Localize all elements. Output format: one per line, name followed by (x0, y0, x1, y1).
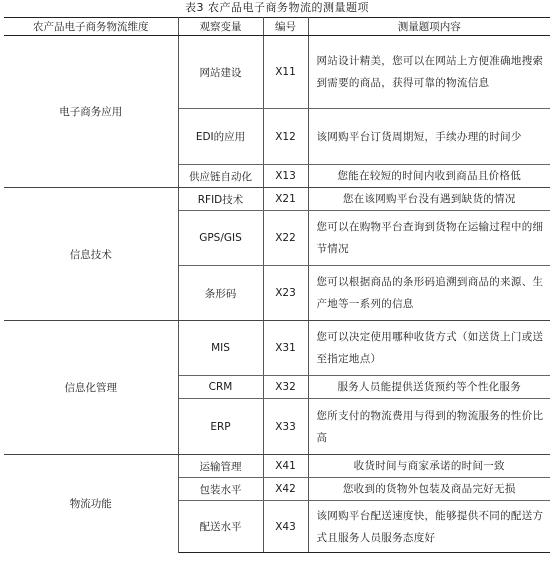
header-row (4, 18, 550, 36)
dimension-cell: 信息化管理 (4, 321, 178, 455)
content-cell: 您可以在购物平台查询到货物在运输过程中的细节情况 (308, 211, 550, 266)
dimension-cell: 物流功能 (4, 455, 178, 553)
table-row (4, 321, 550, 376)
content-cell: 您能在较短的时间内收到商品且价格低 (308, 165, 550, 188)
variable-cell: RFID技术 (178, 188, 263, 211)
content-cell: 网站设计精美，您可以在网站上方便准确地搜索到需要的商品，获得可靠的物流信息 (308, 36, 550, 109)
dimension-cell: 电子商务应用 (4, 36, 178, 188)
measurement-items-table (4, 17, 550, 553)
table-row (4, 36, 550, 109)
variable-cell: 运输管理 (178, 455, 263, 478)
content-cell: 您收到的货物外包装及商品完好无损 (308, 478, 550, 501)
variable-cell: EDI的应用 (178, 109, 263, 165)
code-cell: X33 (263, 399, 308, 455)
header-content: 测量题项内容 (308, 18, 550, 36)
code-cell: X41 (263, 455, 308, 478)
code-cell: X11 (263, 36, 308, 109)
content-cell: 您所支付的物流费用与得到的物流服务的性价比高 (308, 399, 550, 455)
code-cell: X21 (263, 188, 308, 211)
table-row (4, 455, 550, 478)
content-cell: 您可以根据商品的条形码追溯到商品的来源、生产地等一系列的信息 (308, 266, 550, 321)
content-cell: 该网购平台订货周期短，手续办理的时间少 (308, 109, 550, 165)
code-cell: X12 (263, 109, 308, 165)
code-cell: X42 (263, 478, 308, 501)
header-dimension: 农产品电子商务物流维度 (4, 18, 178, 36)
variable-cell: MIS (178, 321, 263, 376)
dimension-cell: 信息技术 (4, 188, 178, 321)
content-cell: 您在该网购平台没有遇到缺货的情况 (308, 188, 550, 211)
variable-cell: 供应链自动化 (178, 165, 263, 188)
table-row (4, 188, 550, 211)
content-cell: 您可以决定使用哪种收货方式（如送货上门或送至指定地点） (308, 321, 550, 376)
code-cell: X31 (263, 321, 308, 376)
content-cell: 收货时间与商家承诺的时间一致 (308, 455, 550, 478)
header-variable: 观察变量 (178, 18, 263, 36)
variable-cell: CRM (178, 376, 263, 399)
code-cell: X13 (263, 165, 308, 188)
code-cell: X43 (263, 501, 308, 553)
variable-cell: 条形码 (178, 266, 263, 321)
variable-cell: 配送水平 (178, 501, 263, 553)
content-cell: 该网购平台配送速度快，能够提供不同的配送方式且服务人员服务态度好 (308, 501, 550, 553)
variable-cell: 网站建设 (178, 36, 263, 109)
code-cell: X23 (263, 266, 308, 321)
code-cell: X32 (263, 376, 308, 399)
code-cell: X22 (263, 211, 308, 266)
variable-cell: 包装水平 (178, 478, 263, 501)
table-caption: 表3 农产品电子商务物流的测量题项 (185, 1, 369, 14)
variable-cell: GPS/GIS (178, 211, 263, 266)
content-cell: 服务人员能提供送货预约等个性化服务 (308, 376, 550, 399)
variable-cell: ERP (178, 399, 263, 455)
header-code: 编号 (263, 18, 308, 36)
